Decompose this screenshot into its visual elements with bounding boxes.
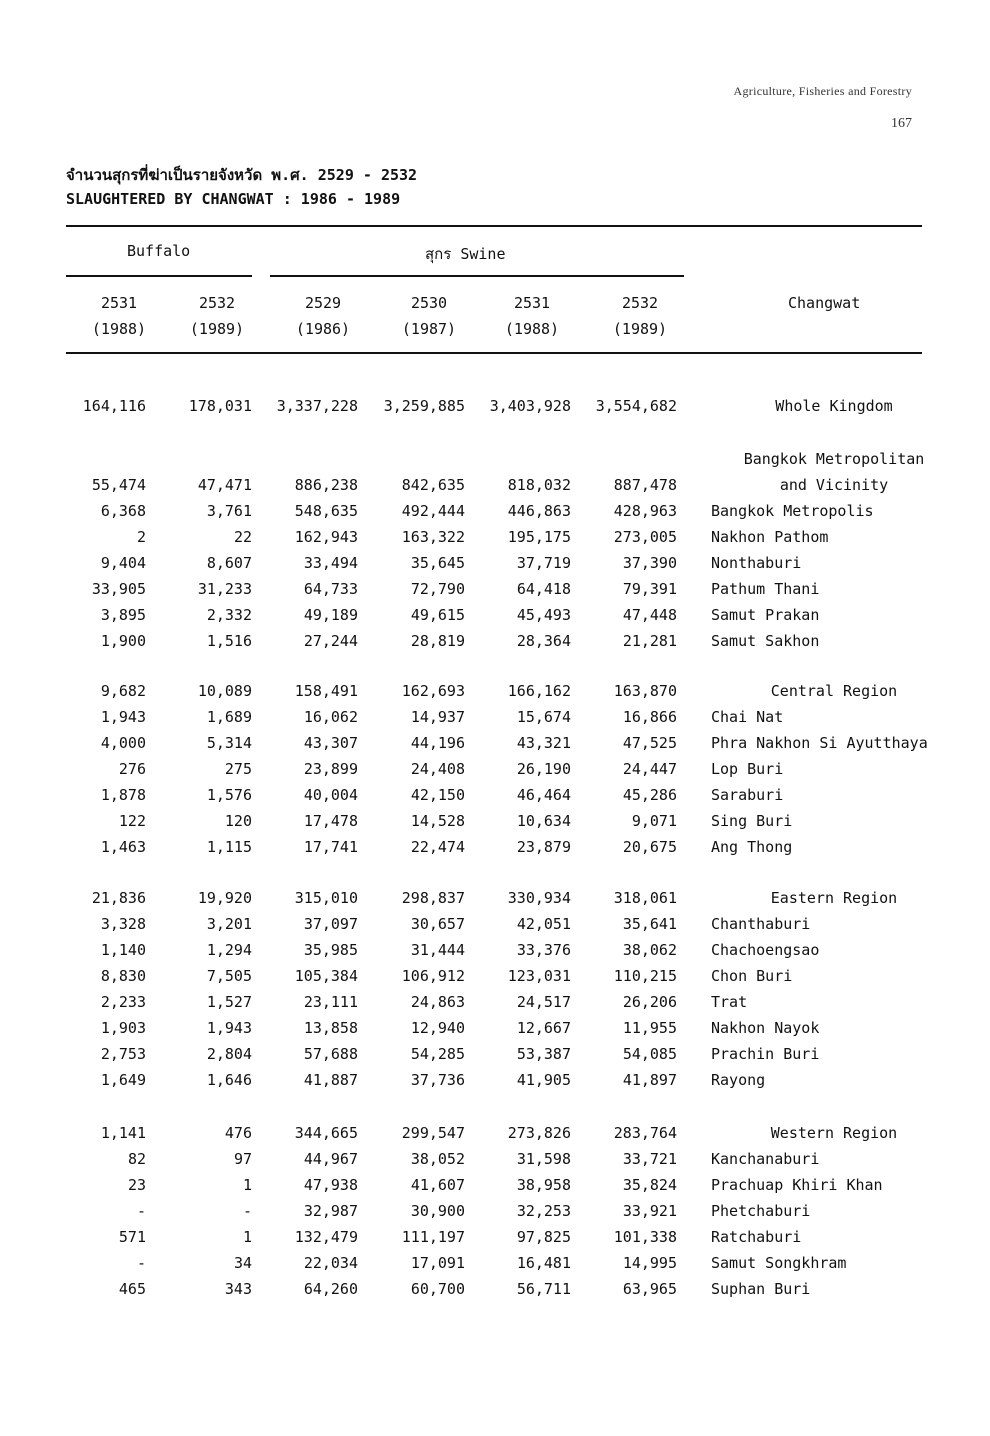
table-cell: 318,061	[613, 889, 677, 907]
year-header-be: 2531	[513, 294, 551, 312]
table-cell: 24,447	[622, 760, 677, 778]
year-header-be: 2532	[621, 294, 659, 312]
table-cell: 330,934	[507, 889, 571, 907]
table-cell: 33,921	[622, 1202, 677, 1220]
table-cell: 42,150	[410, 786, 465, 804]
table-cell: 17,478	[303, 812, 358, 830]
table-cell: 46,464	[516, 786, 571, 804]
table-cell: 299,547	[401, 1124, 465, 1142]
table-cell: 106,912	[401, 967, 465, 985]
table-cell: -	[136, 1202, 146, 1220]
table-cell: 3,201	[206, 915, 252, 933]
table-cell: 1,516	[206, 632, 252, 650]
top-rule	[66, 225, 922, 227]
table-cell: 1,646	[206, 1071, 252, 1089]
table-cell: 344,665	[294, 1124, 358, 1142]
table-cell: 16,481	[516, 1254, 571, 1272]
table-cell: 35,641	[622, 915, 677, 933]
table-cell: 1,878	[100, 786, 146, 804]
changwat-name: Trat	[711, 993, 748, 1011]
changwat-name: Suphan Buri	[711, 1280, 811, 1298]
year-header-ce: (1988)	[504, 320, 560, 338]
table-cell: 64,733	[303, 580, 358, 598]
table-cell: 23,899	[303, 760, 358, 778]
table-cell: 47,448	[622, 606, 677, 624]
table-cell: 3,337,228	[276, 397, 358, 415]
changwat-name: Rayong	[711, 1071, 766, 1089]
changwat-name: Nonthaburi	[711, 554, 802, 572]
table-cell: 2,753	[100, 1045, 146, 1063]
table-cell: 120	[224, 812, 252, 830]
table-cell: 1,463	[100, 838, 146, 856]
changwat-name: Saraburi	[711, 786, 784, 804]
table-cell: 17,741	[303, 838, 358, 856]
table-cell: 24,408	[410, 760, 465, 778]
table-cell: 40,004	[303, 786, 358, 804]
table-cell: 43,321	[516, 734, 571, 752]
page-number: 167	[891, 116, 912, 131]
table-cell: 111,197	[401, 1228, 465, 1246]
table-cell: 47,938	[303, 1176, 358, 1194]
table-cell: 33,494	[303, 554, 358, 572]
table-cell: 37,719	[516, 554, 571, 572]
header-bottom-rule	[66, 352, 922, 354]
table-title-english: SLAUGHTERED BY CHANGWAT : 1986 - 1989	[66, 190, 401, 208]
table-cell: 548,635	[294, 502, 358, 520]
changwat-name: Kanchanaburi	[711, 1150, 820, 1168]
table-cell: 38,052	[410, 1150, 465, 1168]
table-cell: 283,764	[613, 1124, 677, 1142]
table-cell: 195,175	[507, 528, 571, 546]
changwat-name: Chachoengsao	[711, 941, 820, 959]
table-cell: 60,700	[410, 1280, 465, 1298]
changwat-name: Samut Sakhon	[711, 632, 820, 650]
table-cell: 298,837	[401, 889, 465, 907]
table-cell: 2,233	[100, 993, 146, 1011]
changwat-name: Pathum Thani	[711, 580, 820, 598]
table-cell: 41,897	[622, 1071, 677, 1089]
table-cell: 1,689	[206, 708, 252, 726]
year-header-be: 2529	[304, 294, 342, 312]
changwat-name: Ang Thong	[711, 838, 793, 856]
table-cell: 8,830	[100, 967, 146, 985]
table-cell: 11,955	[622, 1019, 677, 1037]
running-head: Agriculture, Fisheries and Forestry	[733, 84, 912, 98]
region-heading: Western Region	[770, 1124, 898, 1142]
table-cell: 8,607	[206, 554, 252, 572]
table-cell: 6,368	[100, 502, 146, 520]
table-cell: 571	[118, 1228, 146, 1246]
table-cell: 3,328	[100, 915, 146, 933]
table-cell: 43,307	[303, 734, 358, 752]
table-title-thai: จำนวนสุกรที่ฆ่าเป็นรายจังหวัด พ.ศ. 2529 - 2532	[66, 166, 418, 184]
table-cell: 14,937	[410, 708, 465, 726]
table-cell: 132,479	[294, 1228, 358, 1246]
table-cell: 2,332	[206, 606, 252, 624]
table-cell: 31,233	[197, 580, 252, 598]
changwat-name: Chai Nat	[711, 708, 784, 726]
region-heading: Eastern Region	[770, 889, 898, 907]
table-cell: 37,390	[622, 554, 677, 572]
table-cell: 12,940	[410, 1019, 465, 1037]
region-heading: Central Region	[770, 682, 898, 700]
region-heading: Whole Kingdom	[775, 397, 893, 415]
table-cell: 44,967	[303, 1150, 358, 1168]
table-cell: 64,418	[516, 580, 571, 598]
table-cell: 14,528	[410, 812, 465, 830]
table-cell: 1,943	[206, 1019, 252, 1037]
table-cell: 10,089	[197, 682, 252, 700]
changwat-name: Samut Prakan	[711, 606, 820, 624]
changwat-name: Chon Buri	[711, 967, 793, 985]
table-cell: 818,032	[507, 476, 571, 494]
table-cell: 162,943	[294, 528, 358, 546]
year-header-ce: (1986)	[295, 320, 351, 338]
table-cell: 7,505	[206, 967, 252, 985]
table-cell: 163,870	[613, 682, 677, 700]
table-cell: 35,645	[410, 554, 465, 572]
table-cell: 1,115	[206, 838, 252, 856]
table-cell: 82	[127, 1150, 146, 1168]
table-cell: 465	[118, 1280, 146, 1298]
table-cell: 17,091	[410, 1254, 465, 1272]
year-header-ce: (1989)	[189, 320, 245, 338]
table-cell: 4,000	[100, 734, 146, 752]
table-cell: 28,819	[410, 632, 465, 650]
table-cell: 28,364	[516, 632, 571, 650]
table-cell: 5,314	[206, 734, 252, 752]
table-cell: 164,116	[82, 397, 146, 415]
changwat-name: Sing Buri	[711, 812, 793, 830]
table-cell: 63,965	[622, 1280, 677, 1298]
table-cell: 446,863	[507, 502, 571, 520]
table-cell: 22,034	[303, 1254, 358, 1272]
changwat-column-header: Changwat	[788, 294, 861, 312]
table-cell: 162,693	[401, 682, 465, 700]
table-cell: -	[242, 1202, 252, 1220]
table-cell: 1,900	[100, 632, 146, 650]
year-header-be: 2531	[100, 294, 138, 312]
year-header-ce: (1988)	[91, 320, 147, 338]
table-cell: 53,387	[516, 1045, 571, 1063]
table-cell: 79,391	[622, 580, 677, 598]
table-cell: 57,688	[303, 1045, 358, 1063]
table-cell: 2	[136, 528, 146, 546]
table-cell: 1,903	[100, 1019, 146, 1037]
table-cell: 14,995	[622, 1254, 677, 1272]
table-cell: 3,403,928	[489, 397, 571, 415]
year-header-ce: (1989)	[612, 320, 668, 338]
table-cell: 1,943	[100, 708, 146, 726]
table-cell: 1	[242, 1176, 252, 1194]
table-cell: 47,471	[197, 476, 252, 494]
table-cell: 44,196	[410, 734, 465, 752]
table-cell: 1,294	[206, 941, 252, 959]
table-cell: 166,162	[507, 682, 571, 700]
table-cell: 1,527	[206, 993, 252, 1011]
table-cell: 24,863	[410, 993, 465, 1011]
changwat-name: Bangkok Metropolis	[711, 502, 874, 520]
changwat-name: Chanthaburi	[711, 915, 811, 933]
table-cell: 315,010	[294, 889, 358, 907]
changwat-name: Phra Nakhon Si Ayutthaya	[711, 734, 928, 752]
table-cell: 41,887	[303, 1071, 358, 1089]
year-header-be: 2530	[410, 294, 448, 312]
table-cell: 1,141	[100, 1124, 146, 1142]
table-cell: 47,525	[622, 734, 677, 752]
table-cell: 1,649	[100, 1071, 146, 1089]
table-cell: 178,031	[188, 397, 252, 415]
table-cell: 492,444	[401, 502, 465, 520]
table-cell: 276	[118, 760, 146, 778]
table-cell: 97	[233, 1150, 252, 1168]
table-cell: 37,097	[303, 915, 358, 933]
changwat-name: Nakhon Pathom	[711, 528, 829, 546]
table-cell: 343	[224, 1280, 252, 1298]
table-cell: 20,675	[622, 838, 677, 856]
table-cell: 56,711	[516, 1280, 571, 1298]
table-cell: 55,474	[91, 476, 146, 494]
table-cell: 45,286	[622, 786, 677, 804]
table-cell: 163,322	[401, 528, 465, 546]
table-cell: 34	[233, 1254, 252, 1272]
table-cell: 22,474	[410, 838, 465, 856]
table-cell: 26,190	[516, 760, 571, 778]
table-cell: 26,206	[622, 993, 677, 1011]
changwat-name: Nakhon Nayok	[711, 1019, 820, 1037]
table-cell: 110,215	[613, 967, 677, 985]
table-cell: 38,062	[622, 941, 677, 959]
table-cell: 45,493	[516, 606, 571, 624]
table-cell: 23,111	[303, 993, 358, 1011]
table-cell: -	[136, 1254, 146, 1272]
table-cell: 22	[233, 528, 252, 546]
table-cell: 16,062	[303, 708, 358, 726]
table-cell: 49,615	[410, 606, 465, 624]
table-cell: 9,682	[100, 682, 146, 700]
table-cell: 42,051	[516, 915, 571, 933]
table-cell: 476	[224, 1124, 252, 1142]
table-cell: 19,920	[197, 889, 252, 907]
table-cell: 1,576	[206, 786, 252, 804]
table-cell: 3,554,682	[595, 397, 677, 415]
table-cell: 30,657	[410, 915, 465, 933]
changwat-name: Phetchaburi	[711, 1202, 811, 1220]
changwat-name: Lop Buri	[711, 760, 784, 778]
table-cell: 123,031	[507, 967, 571, 985]
table-cell: 12,667	[516, 1019, 571, 1037]
changwat-name: Prachuap Khiri Khan	[711, 1176, 883, 1194]
table-cell: 24,517	[516, 993, 571, 1011]
changwat-name: Prachin Buri	[711, 1045, 820, 1063]
table-cell: 33,905	[91, 580, 146, 598]
table-cell: 35,824	[622, 1176, 677, 1194]
table-cell: 3,761	[206, 502, 252, 520]
table-cell: 3,259,885	[383, 397, 465, 415]
table-cell: 41,905	[516, 1071, 571, 1089]
changwat-name: Samut Songkhram	[711, 1254, 847, 1272]
changwat-name: Ratchaburi	[711, 1228, 802, 1246]
table-cell: 101,338	[613, 1228, 677, 1246]
table-cell: 105,384	[294, 967, 358, 985]
table-cell: 273,826	[507, 1124, 571, 1142]
table-cell: 2,804	[206, 1045, 252, 1063]
table-cell: 23	[127, 1176, 146, 1194]
table-cell: 41,607	[410, 1176, 465, 1194]
table-cell: 54,085	[622, 1045, 677, 1063]
table-cell: 1,140	[100, 941, 146, 959]
table-cell: 3,895	[100, 606, 146, 624]
group-header-buffalo: Buffalo	[127, 242, 191, 260]
table-cell: 21,281	[622, 632, 677, 650]
table-cell: 97,825	[516, 1228, 571, 1246]
table-cell: 886,238	[294, 476, 358, 494]
table-cell: 33,376	[516, 941, 571, 959]
table-cell: 1	[242, 1228, 252, 1246]
table-cell: 31,598	[516, 1150, 571, 1168]
region-heading: and Vicinity	[779, 476, 889, 494]
table-cell: 32,987	[303, 1202, 358, 1220]
table-cell: 49,189	[303, 606, 358, 624]
table-cell: 16,866	[622, 708, 677, 726]
table-cell: 13,858	[303, 1019, 358, 1037]
table-cell: 273,005	[613, 528, 677, 546]
table-cell: 31,444	[410, 941, 465, 959]
table-cell: 38,958	[516, 1176, 571, 1194]
table-cell: 33,721	[622, 1150, 677, 1168]
table-cell: 842,635	[401, 476, 465, 494]
table-cell: 9,071	[631, 812, 677, 830]
table-cell: 15,674	[516, 708, 571, 726]
table-cell: 428,963	[613, 502, 677, 520]
table-cell: 72,790	[410, 580, 465, 598]
table-cell: 122	[118, 812, 146, 830]
region-heading: Bangkok Metropolitan	[743, 450, 925, 468]
table-cell: 30,900	[410, 1202, 465, 1220]
table-cell: 35,985	[303, 941, 358, 959]
table-cell: 37,736	[410, 1071, 465, 1089]
table-cell: 9,404	[100, 554, 146, 572]
group-header-swine: สุกร Swine	[425, 245, 506, 263]
year-header-be: 2532	[198, 294, 236, 312]
table-cell: 64,260	[303, 1280, 358, 1298]
table-cell: 887,478	[613, 476, 677, 494]
swine-group-rule	[270, 275, 684, 277]
year-header-ce: (1987)	[401, 320, 457, 338]
table-cell: 27,244	[303, 632, 358, 650]
buffalo-group-rule	[66, 275, 252, 277]
table-cell: 23,879	[516, 838, 571, 856]
table-cell: 10,634	[516, 812, 571, 830]
table-cell: 32,253	[516, 1202, 571, 1220]
table-cell: 54,285	[410, 1045, 465, 1063]
table-cell: 158,491	[294, 682, 358, 700]
table-cell: 21,836	[91, 889, 146, 907]
table-cell: 275	[224, 760, 252, 778]
